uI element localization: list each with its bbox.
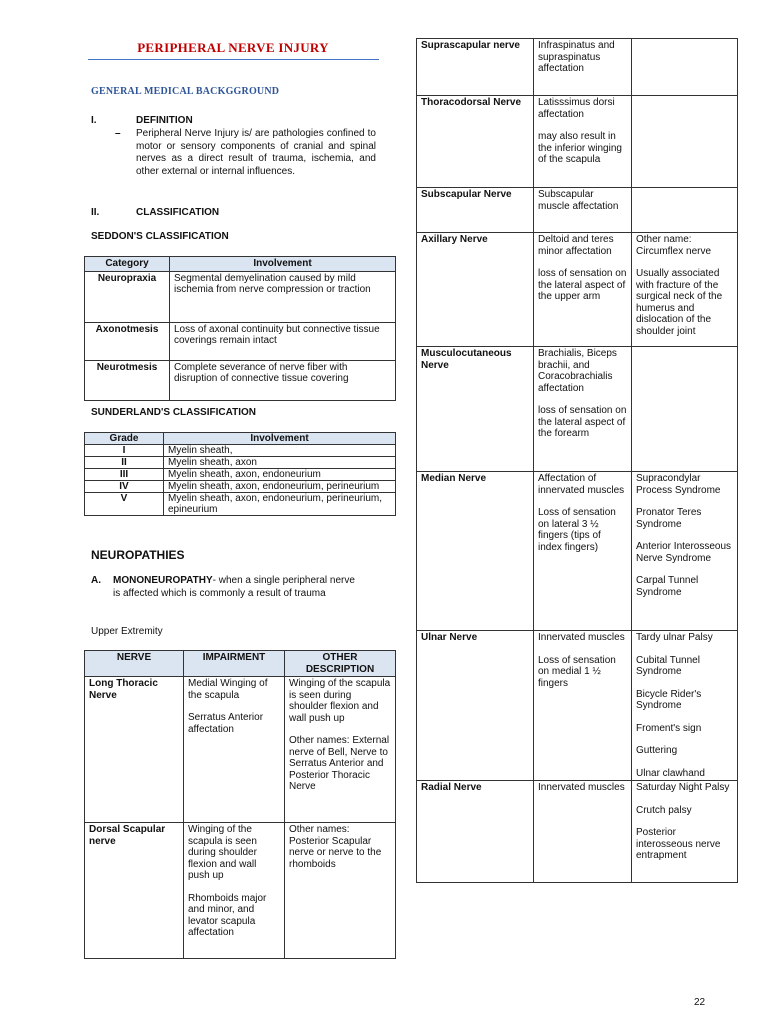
definition-text: Peripheral Nerve Injury is/ are pathologies confined to motor or sensory components of cranial and spinal nerves as a direct result of trauma, ischemia, and other external or internal influences. [136,128,376,177]
table-row [85,469,396,481]
nerve-other [632,472,738,631]
other-line: Other names: Posterior Scapular nerve or nerve to the rhomboids [289,824,382,870]
table-row [417,188,738,233]
impairment-line: Deltoid and teres minor affectation [538,234,614,257]
seddon-category: Neuropraxia [85,271,170,322]
seddon-category: Axonotmesis [85,322,170,360]
nerve-other [632,96,738,188]
seddon-header-involvement: Involvement [170,257,396,272]
other-line: Bicycle Rider's Syndrome [636,688,702,711]
other-line: Winging of the scapula is seen during shoulder flexion and wall push up [289,678,391,724]
impairment-line: may also result in the inferior winging of the scapula [538,131,622,165]
nerve-impairment [534,188,632,233]
impairment-line: Winging of the scapula is seen during shoulder flexion and wall push up [188,824,257,881]
seddon-title: SEDDON'S CLASSIFICATION [91,231,229,242]
nerve-impairment [534,347,632,472]
sunderland-header-involvement: Involvement [164,433,396,445]
table-row [85,360,396,400]
table-row [417,233,738,347]
upper-impairment [184,823,285,959]
seddon-involvement: Loss of axonal continuity but connective tissue coverings remain intact [170,322,396,360]
title-underline [88,59,379,60]
sunderland-grade: IV [85,481,164,493]
other-line: Supracondylar Process Syndrome [636,473,721,496]
nerve-impairment [534,233,632,347]
other-line: Posterior interosseous nerve entrapment [636,827,721,861]
upper-extremity-label: Upper Extremity [91,626,163,637]
table-row [417,472,738,631]
impairment-line: Innervated muscles [538,782,625,793]
nerve-name: Radial Nerve [417,781,534,883]
other-line: Other names: External nerve of Bell, Nerve to Serratus Anterior and Posterior Thoracic Nerve [289,735,390,792]
definition-bullet: – [115,128,121,139]
mono-term: MONONEUROPATHY [113,575,213,586]
other-line: Cubital Tunnel Syndrome [636,654,700,677]
table-row [85,493,396,516]
table-row [417,631,738,781]
table-row [85,823,396,959]
impairment-line: Affectation of innervated muscles [538,473,625,496]
other-line: Anterior Interosseous Nerve Syndrome [636,541,732,564]
sunderland-title: SUNDERLAND'S CLASSIFICATION [91,407,256,418]
nerve-continuation-table [416,38,738,883]
sunderland-involvement: Myelin sheath, [164,445,396,457]
impairment-line: Medial Winging of the scapula [188,678,268,701]
table-row [85,322,396,360]
nerve-name: Median Nerve [417,472,534,631]
nerve-other [632,188,738,233]
impairment-line: Latisssimus dorsi affectation [538,97,615,120]
mono-letter: A. [91,575,101,586]
nerve-impairment [534,39,632,96]
other-line: Pronator Teres Syndrome [636,507,702,530]
subheading: GENERAL MEDICAL BACKGGROUND [91,86,280,97]
classification-numeral: II. [91,207,100,218]
page-number: 22 [694,997,706,1008]
seddon-table [84,256,396,401]
nerve-impairment [534,781,632,883]
seddon-header-category: Category [85,257,170,272]
impairment-line: Brachialis, Biceps brachii, and Coracobrachialis affectation [538,348,617,394]
upper-header-impairment: IMPAIRMENT [184,651,285,677]
impairment-line: loss of sensation on the lateral aspect of the upper arm [538,268,627,302]
mono-paragraph [113,575,363,600]
other-line: Usually associated with fracture of the surgical neck of the humerus and dislocation of the shoulder joint [636,268,723,337]
nerve-other [632,39,738,96]
nerve-name: Subscapular Nerve [417,188,534,233]
nerve-name: Musculocutaneous Nerve [417,347,534,472]
upper-header-nerve: NERVE [85,651,184,677]
nerve-impairment [534,96,632,188]
table-row [417,347,738,472]
impairment-line: Rhomboids major and minor, and levator scapula affectation [188,892,267,938]
seddon-involvement: Segmental demyelination caused by mild ischemia from nerve compression or traction [170,271,396,322]
upper-other [285,823,396,959]
other-line: Ulnar clawhand [636,767,705,779]
other-line: Saturday Night Palsy [636,782,730,793]
table-row [85,677,396,823]
table-row [85,271,396,322]
other-line: Crutch palsy [636,804,692,816]
table-row [417,39,738,96]
other-line: Guttering [636,745,678,756]
sunderland-involvement: Myelin sheath, axon, endoneurium, perineurium [164,481,396,493]
table-row [85,445,396,457]
sunderland-grade: I [85,445,164,457]
other-line: Carpal Tunnel Syndrome [636,575,699,598]
upper-nerve: Long Thoracic Nerve [85,677,184,823]
nerve-name: Thoracodorsal Nerve [417,96,534,188]
impairment-line: Infraspinatus and supraspinatus affectation [538,40,615,74]
impairment-line: Innervated muscles [538,632,625,643]
seddon-category: Neurotmesis [85,360,170,400]
sunderland-involvement: Myelin sheath, axon, endoneurium, perineurium, epineurium [164,493,396,516]
impairment-line: loss of sensation on the lateral aspect of the forearm [538,405,627,439]
definition-numeral: I. [91,115,97,126]
mono-text: - when a single peripheral nerve is affected which is commonly a result of trauma [113,575,355,599]
table-row [85,457,396,469]
sunderland-involvement: Myelin sheath, axon, endoneurium [164,469,396,481]
sunderland-grade: III [85,469,164,481]
upper-extremity-table [84,650,396,959]
table-row [417,96,738,188]
upper-nerve: Dorsal Scapular nerve [85,823,184,959]
nerve-other [632,631,738,781]
nerve-impairment [534,631,632,781]
definition-heading: DEFINITION [136,115,193,126]
impairment-line: Subscapular muscle affectation [538,189,619,212]
nerve-other [632,233,738,347]
table-row [85,481,396,493]
other-line: Tardy ulnar Palsy [636,632,713,643]
upper-impairment [184,677,285,823]
other-line: Froment's sign [636,722,702,734]
nerve-impairment [534,472,632,631]
sunderland-involvement: Myelin sheath, axon [164,457,396,469]
classification-heading: CLASSIFICATION [136,207,220,218]
page-title: PERIPHERAL NERVE INJURY [137,40,329,55]
impairment-line: Serratus Anterior affectation [188,712,264,735]
seddon-involvement: Complete severance of nerve fiber with disruption of connective tissue covering [170,360,396,400]
sunderland-grade: II [85,457,164,469]
nerve-name: Ulnar Nerve [417,631,534,781]
impairment-line: Loss of sensation on lateral 3 ½ fingers (tips of index fingers) [538,507,616,553]
sunderland-header-grade: Grade [85,433,164,445]
upper-header-other: OTHER DESCRIPTION [285,651,396,677]
nerve-other [632,781,738,883]
nerve-name: Suprascapular nerve [417,39,534,96]
neuropathies-heading: NEUROPATHIES [91,548,185,562]
nerve-name: Axillary Nerve [417,233,534,347]
other-line: Other name: Circumflex nerve [636,234,712,257]
sunderland-grade: V [85,493,164,516]
nerve-other [632,347,738,472]
upper-other [285,677,396,823]
impairment-line: Loss of sensation on medial 1 ½ fingers [538,654,616,689]
table-row [417,781,738,883]
sunderland-table [84,432,396,516]
